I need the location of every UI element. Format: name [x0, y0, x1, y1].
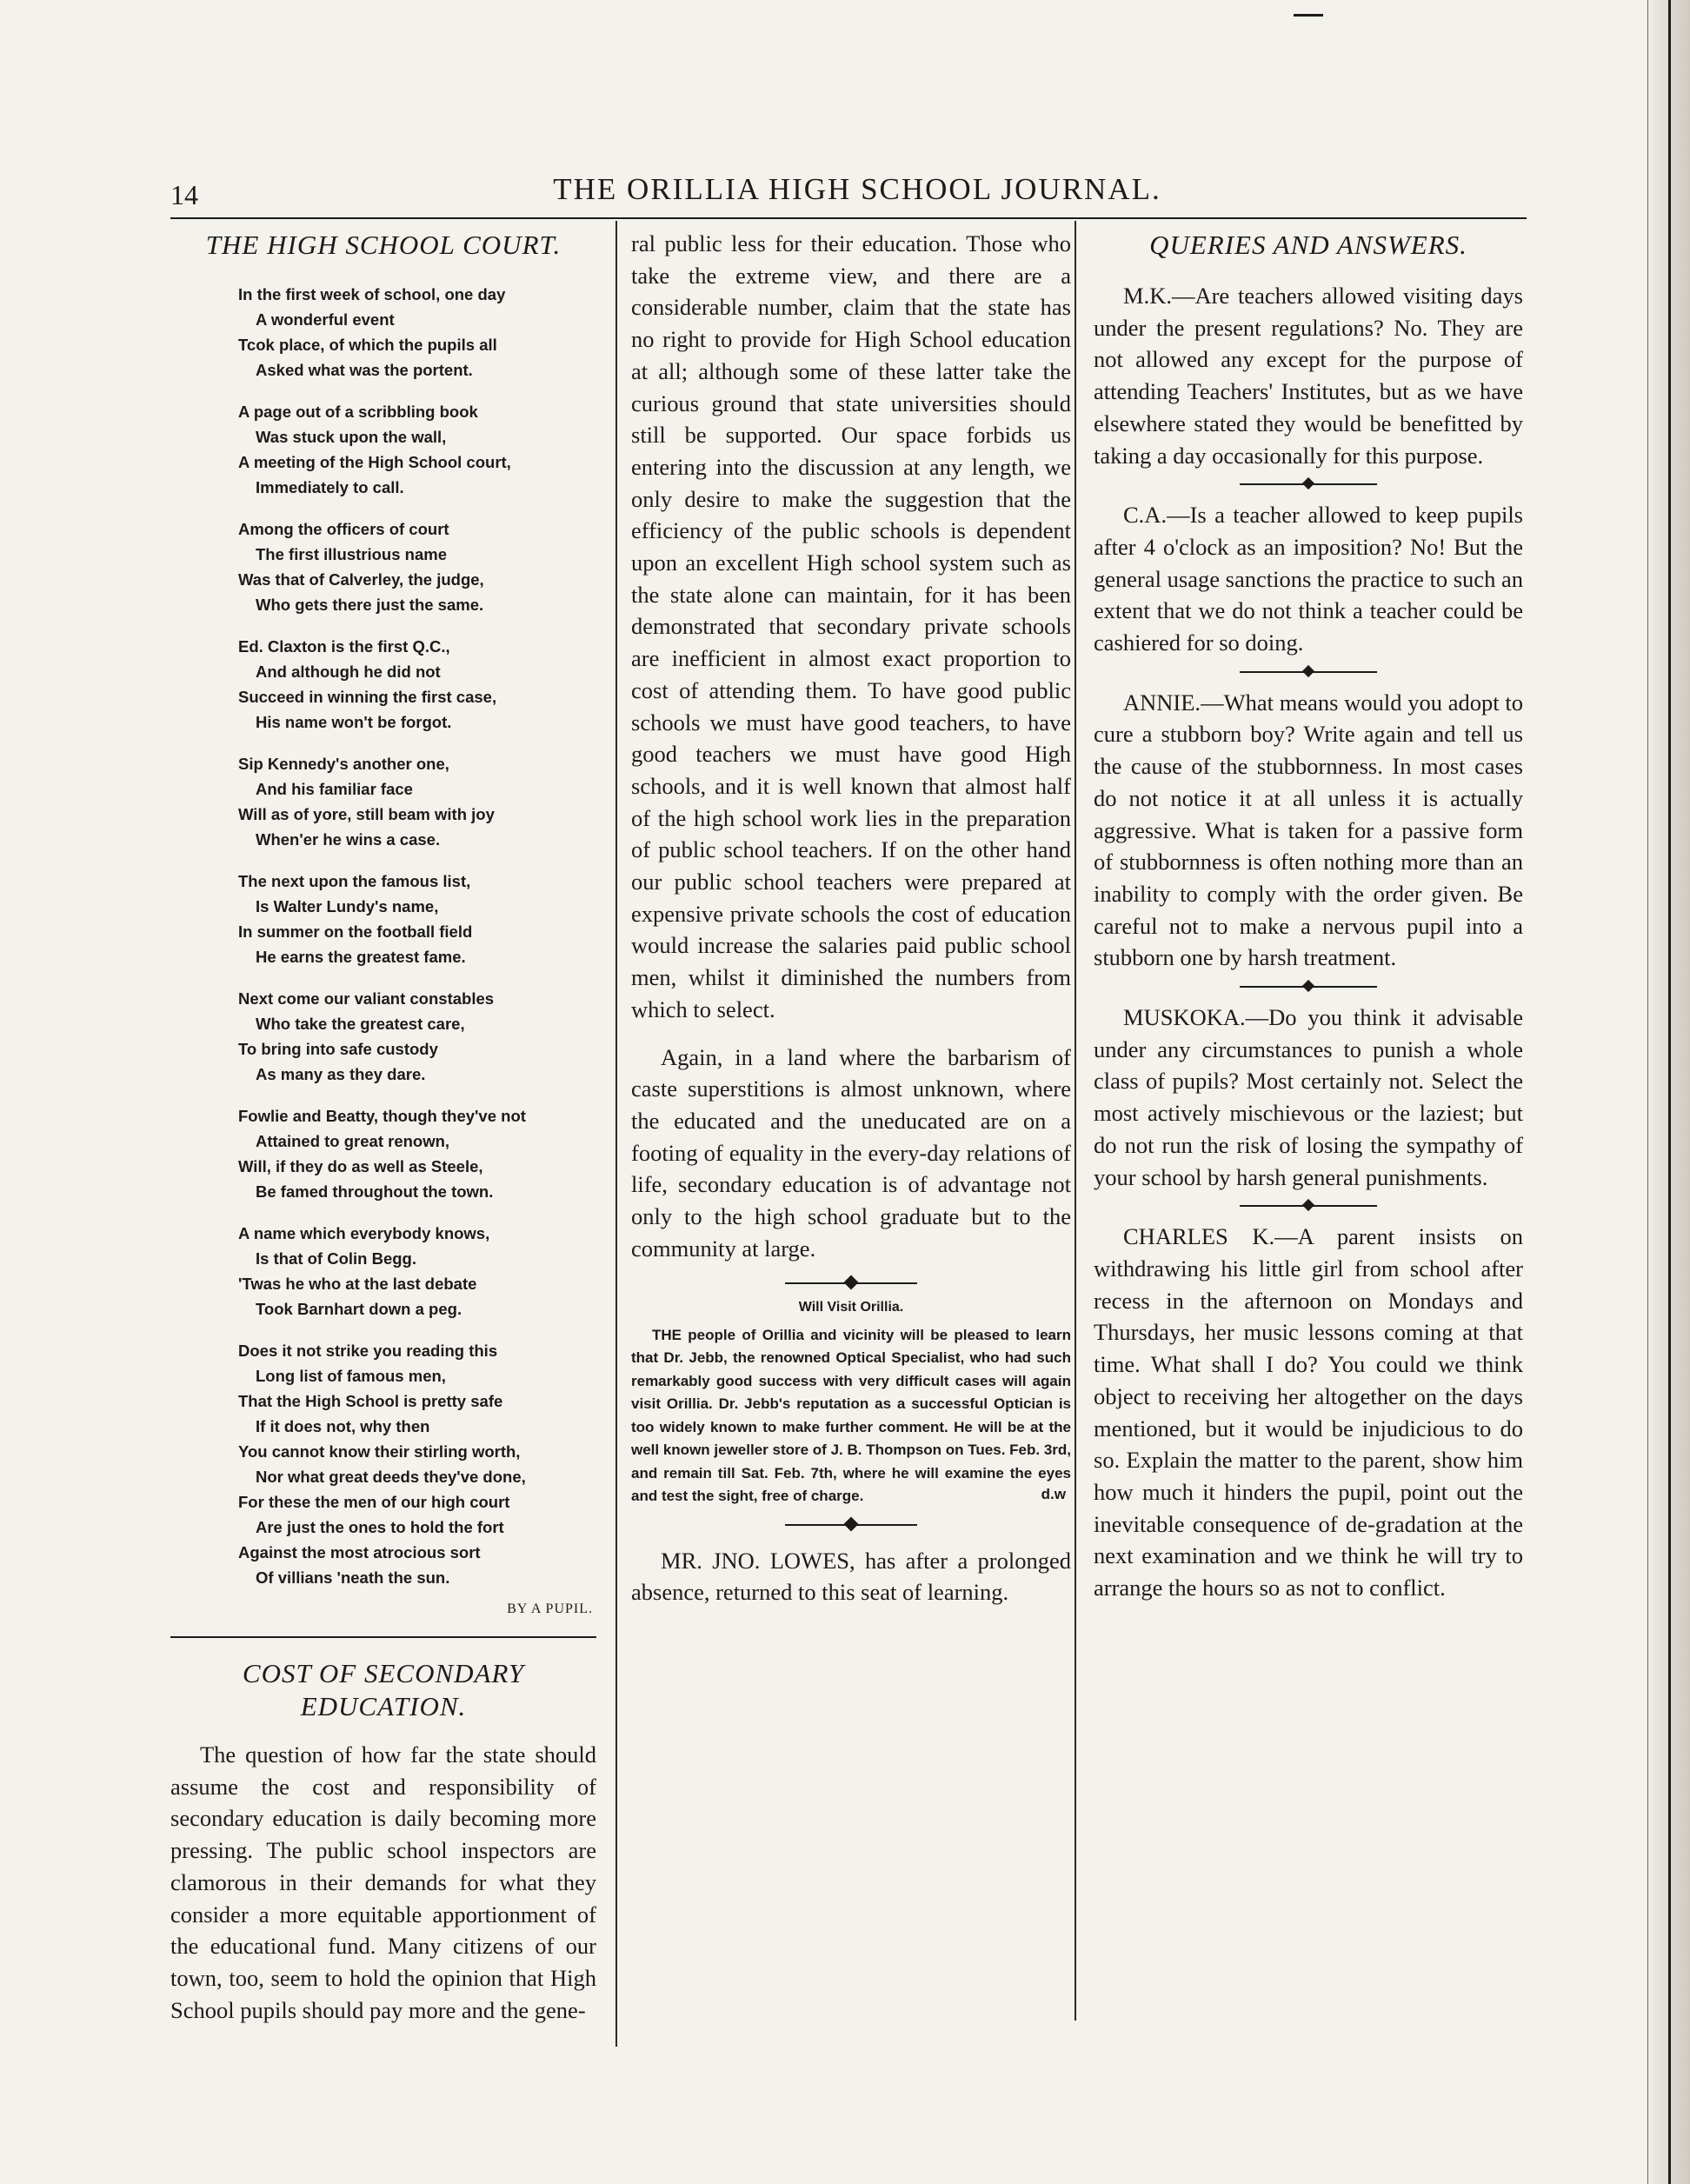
separator-ornament	[1094, 663, 1523, 683]
poem-line: Next come our valiant constables	[238, 989, 495, 1008]
poem-byline: BY A PUPIL.	[507, 1601, 593, 1616]
poem-line: Attained to great renown,	[256, 1132, 450, 1150]
essay-paragraph-2: Again, in a land where the barbarism of caste superstitions is almost unknown, where the educated and the uneducated are on a footing of equality in the every-day relations of life, secondary education is of advantage not only to the high school graduate but to the community at large.	[631, 1043, 1071, 1262]
poem-stanza	[170, 869, 596, 969]
binding-edge	[1668, 0, 1671, 2184]
poem-line: He earns the greatest fame.	[256, 948, 466, 966]
queries-list	[1094, 280, 1523, 1604]
poem-line: The first illustrious name	[256, 545, 447, 563]
poem-line: Be famed throughout the town.	[256, 1182, 494, 1201]
poem-line: Will as of yore, still beam with joy	[238, 805, 495, 823]
query-name: CHARLES K.	[1123, 1223, 1275, 1250]
query-text: —Are teachers allowed visiting days under the present regulations? No. They are not allowed any except for the purpose of attending Teachers' Institutes, but as we have elsewhere stated they would be benefitted by taking a day occasionally for this purpose.	[1094, 283, 1523, 469]
poem-line: Fowlie and Beatty, though they've not	[238, 1107, 526, 1125]
poem-line: Are just the ones to hold the fort	[256, 1518, 504, 1536]
poem-stanza	[170, 516, 596, 617]
poem-line: Is Walter Lundy's name,	[256, 897, 439, 916]
query-entry	[1094, 1221, 1523, 1603]
poem	[170, 282, 596, 1590]
poem-line: You cannot know their stirling worth,	[238, 1442, 521, 1461]
poem-line: Who gets there just the same.	[256, 596, 484, 614]
poem-line: Ed. Claxton is the first Q.C.,	[238, 637, 450, 656]
poem-line: That the High School is pretty safe	[238, 1392, 503, 1410]
separator-ornament	[1094, 475, 1523, 496]
poem-line: Does it not strike you reading this	[238, 1342, 498, 1360]
poem-line: His name won't be forgot.	[256, 713, 452, 731]
query-text: —A parent insists on withdrawing his little girl from school after recess in the afternoon on Mondays and Thursdays, her music lessons coming at that time. What shall I do? You could we think object to receiving her altogether on the days mentioned, but it would be injudicious to do so. Explain the matter to the parent, show him how much it hinders the pupil, point out the inevitable consequence of de-gradation at the next examination and we think he will try to arrange the hours so as not to conflict.	[1094, 1223, 1523, 1601]
page-edge	[1645, 0, 1690, 2184]
poem-line: A name which everybody knows,	[238, 1224, 490, 1242]
poem-line: And although he did not	[256, 663, 441, 681]
separator-ornament	[1094, 1196, 1523, 1217]
poem-line: Sip Kennedy's another one,	[238, 755, 449, 773]
poem-line: Who take the greatest care,	[256, 1015, 465, 1033]
poem-line: Long list of famous men,	[256, 1367, 446, 1385]
query-entry	[1094, 499, 1523, 659]
header-rule	[170, 217, 1527, 219]
query-name: M.K.	[1123, 283, 1172, 309]
journal-title: THE ORILLIA HIGH SCHOOL JOURNAL.	[553, 172, 1161, 206]
notice-mark: d.w	[1041, 1485, 1066, 1502]
poem-stanza	[170, 399, 596, 500]
poem-line: Is that of Colin Begg.	[256, 1249, 416, 1268]
query-name: C.A.	[1123, 502, 1168, 529]
poem-line: A meeting of the High School court,	[238, 453, 511, 471]
essay-title: COST OF SECONDARY EDUCATION.	[242, 1658, 525, 1721]
lowes-name: MR. JNO. LOWES,	[661, 1547, 855, 1574]
margin-mark	[1294, 14, 1323, 17]
poem-title: THE HIGH SCHOOL COURT.	[205, 230, 562, 260]
section-rule	[170, 1636, 596, 1638]
poem-line: If it does not, why then	[256, 1417, 430, 1435]
query-name: MUSKOKA.	[1123, 1004, 1246, 1031]
poem-line: The next upon the famous list,	[238, 872, 471, 890]
poem-stanza	[170, 986, 596, 1087]
query-text: —Is a teacher allowed to keep pupils after 4 o'clock as an imposition? No! But the general usage sanctions the practice to such an extent that we do not think a teacher could be cashiered for so doing.	[1094, 502, 1523, 656]
separator-ornament	[631, 1512, 1071, 1538]
poem-line: As many as they dare.	[256, 1065, 426, 1083]
separator-ornament	[1094, 977, 1523, 998]
query-entry	[1094, 687, 1523, 974]
page-header	[170, 172, 1544, 216]
query-name: ANNIE.	[1123, 689, 1201, 716]
poem-line: Succeed in winning the first case,	[238, 688, 497, 706]
page-number: 14	[170, 179, 198, 210]
poem-line: 'Twas he who at the last debate	[238, 1275, 477, 1293]
poem-line: A page out of a scribbling book	[238, 403, 478, 421]
poem-line: In the first week of school, one day	[238, 285, 506, 303]
separator-ornament	[631, 1270, 1071, 1296]
poem-line: Of villians 'neath the sun.	[256, 1568, 450, 1587]
poem-stanza	[170, 1221, 596, 1322]
poem-line: To bring into safe custody	[238, 1040, 438, 1058]
essay-paragraph-1: The question of how far the state should assume the cost and responsibility of secondary education is daily becoming more pressing. The public school inspectors are clamorous in their demands for what they consider a more equitable apportionment of the educational fund. Many citizens of our town, too, seem to hold the opinion that High School pupils should pay more and the gene-	[170, 1741, 596, 2023]
poem-line: When'er he wins a case.	[256, 830, 441, 849]
poem-line: Took Barnhart down a peg.	[256, 1300, 462, 1318]
poem-stanza	[170, 634, 596, 735]
poem-line: Nor what great deeds they've done,	[256, 1468, 526, 1486]
query-entry	[1094, 280, 1523, 471]
column-2	[631, 228, 1071, 1608]
poem-stanza	[170, 1338, 596, 1590]
query-text: —Do you think it advisable under any circumstances to punish a whole class of pupils? Most certainly not. Select the most actively mischievous or the laziest; but do not run the risk of losing the sympathy of your school by harsh general punishments.	[1094, 1004, 1523, 1190]
query-text: —What means would you adopt to cure a stubborn boy? Write again and tell us the cause of the stubbornness. In most cases do not notice it at all unless it is actually aggressive. What is taken for a passive form of stubbornness is often nothing more than an inability to comply with the order given. Be careful not to make a nervous pupil into a stubborn one by harsh treatment.	[1094, 689, 1523, 971]
poem-line: Was that of Calverley, the judge,	[238, 570, 484, 589]
column-divider-1	[615, 221, 617, 2047]
column-3	[1094, 228, 1523, 1604]
poem-line: Was stuck upon the wall,	[256, 428, 447, 446]
poem-stanza	[170, 282, 596, 383]
lowes-text: has after a prolonged absence, returned to this seat of learning.	[631, 1547, 1071, 1606]
poem-line: Against the most atrocious sort	[238, 1543, 481, 1561]
poem-line: Asked what was the portent.	[256, 361, 473, 379]
binding-edge-inner	[1647, 0, 1648, 2184]
poem-line: And his familiar face	[256, 780, 413, 798]
essay-continuation: ral public less for their education. Those who take the extreme view, and there are a considerable number, claim that the state has no right to provide for High School education at all; although some of these latter take the curious ground that state universities should still be supported. Our space forbids us entering into the discussion at any length, we only desire to make the suggestion that the efficiency of the public schools is dependent upon an excellent High school system such as the state alone can maintain, for it has been demonstrated that secondary private schools are inefficient in almost exact proportion to cost of attending them. To have good public schools we must have good teachers, to have good teachers we must have good High schools, and it is well known that almost half of the high school work lies in the preparation of public school teachers. If on the other hand our public school teachers were prepared at expensive private schools the cost of education would increase the salaries paid public school men, whilst it diminished the numbers from which to select.	[631, 230, 1071, 1022]
poem-line: In summer on the football field	[238, 922, 473, 941]
queries-title: QUERIES AND ANSWERS.	[1149, 230, 1467, 260]
poem-line: Tcok place, of which the pupils all	[238, 336, 497, 354]
poem-line: Will, if they do as well as Steele,	[238, 1157, 483, 1175]
poem-line: Immediately to call.	[256, 478, 404, 496]
notice-body: THE people of Orillia and vicinity will be pleased to learn that Dr. Jebb, the renowned Optical Specialist, who had such remarkably good success with very difficult cases will again visit Orillia. Dr. Jebb's reputation as a successful Optician is too widely known to make further comment. He will be at the well known jeweller store of J. B. Thompson on Tues. Feb. 3rd, and remain till Sat. Feb. 7th, where he will examine the eyes and test the sight, free of charge.	[631, 1326, 1071, 1504]
poem-stanza	[170, 751, 596, 852]
lowes-note	[631, 1545, 1071, 1608]
column-1	[170, 228, 596, 2026]
poem-line: Among the officers of court	[238, 520, 449, 538]
query-entry	[1094, 1002, 1523, 1193]
notice-title: Will Visit Orillia.	[798, 1299, 904, 1315]
poem-line: For these the men of our high court	[238, 1493, 510, 1511]
poem-line: A wonderful event	[256, 310, 395, 329]
column-divider-2	[1075, 221, 1076, 2021]
poem-stanza	[170, 1103, 596, 1204]
